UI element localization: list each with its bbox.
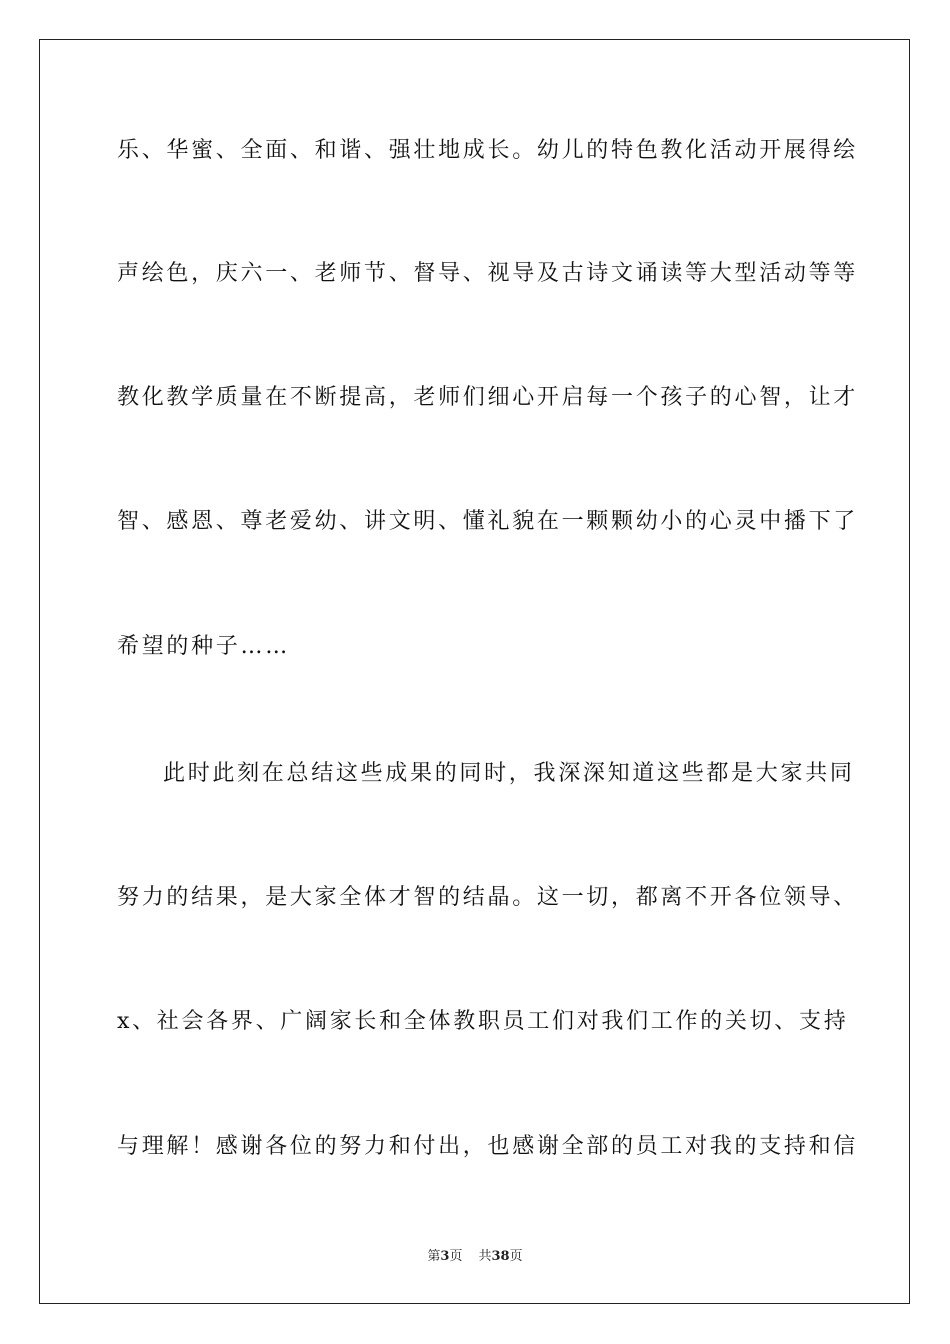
body-line-3: 教化教学质量在不断提高，老师们细心开启每一个孩子的心智，让才	[117, 385, 859, 410]
page-prefix: 第	[427, 1249, 441, 1264]
body-line-7: 努力的结果，是大家全体才智的结晶。这一切，都离不开各位领导、	[117, 885, 859, 910]
total-prefix: 共	[478, 1249, 492, 1264]
total-pages: 38	[491, 1249, 510, 1264]
body-line-4: 智、感恩、尊老爱幼、讲文明、懂礼貌在一颗颗幼小的心灵中播下了	[117, 509, 859, 534]
body-line-1: 乐、华蜜、全面、和谐、强壮地成长。幼儿的特色教化活动开展得绘	[117, 138, 859, 163]
total-suffix: 页	[509, 1249, 523, 1264]
page-footer	[0, 1248, 950, 1266]
page-suffix: 页	[449, 1249, 463, 1264]
page-border	[39, 39, 910, 1304]
page-number: 3	[440, 1249, 450, 1264]
body-line-5: 希望的种子……	[117, 634, 290, 659]
body-line-8: x、社会各界、广阔家长和全体教职员工们对我们工作的关切、支持	[117, 1009, 849, 1034]
body-line-2: 声绘色，庆六一、老师节、督导、视导及古诗文诵读等大型活动等等	[117, 261, 859, 286]
body-line-9: 与理解！感谢各位的努力和付出，也感谢全部的员工对我的支持和信	[117, 1134, 859, 1159]
body-line-6: 此时此刻在总结这些成果的同时，我深深知道这些都是大家共同	[163, 761, 855, 786]
